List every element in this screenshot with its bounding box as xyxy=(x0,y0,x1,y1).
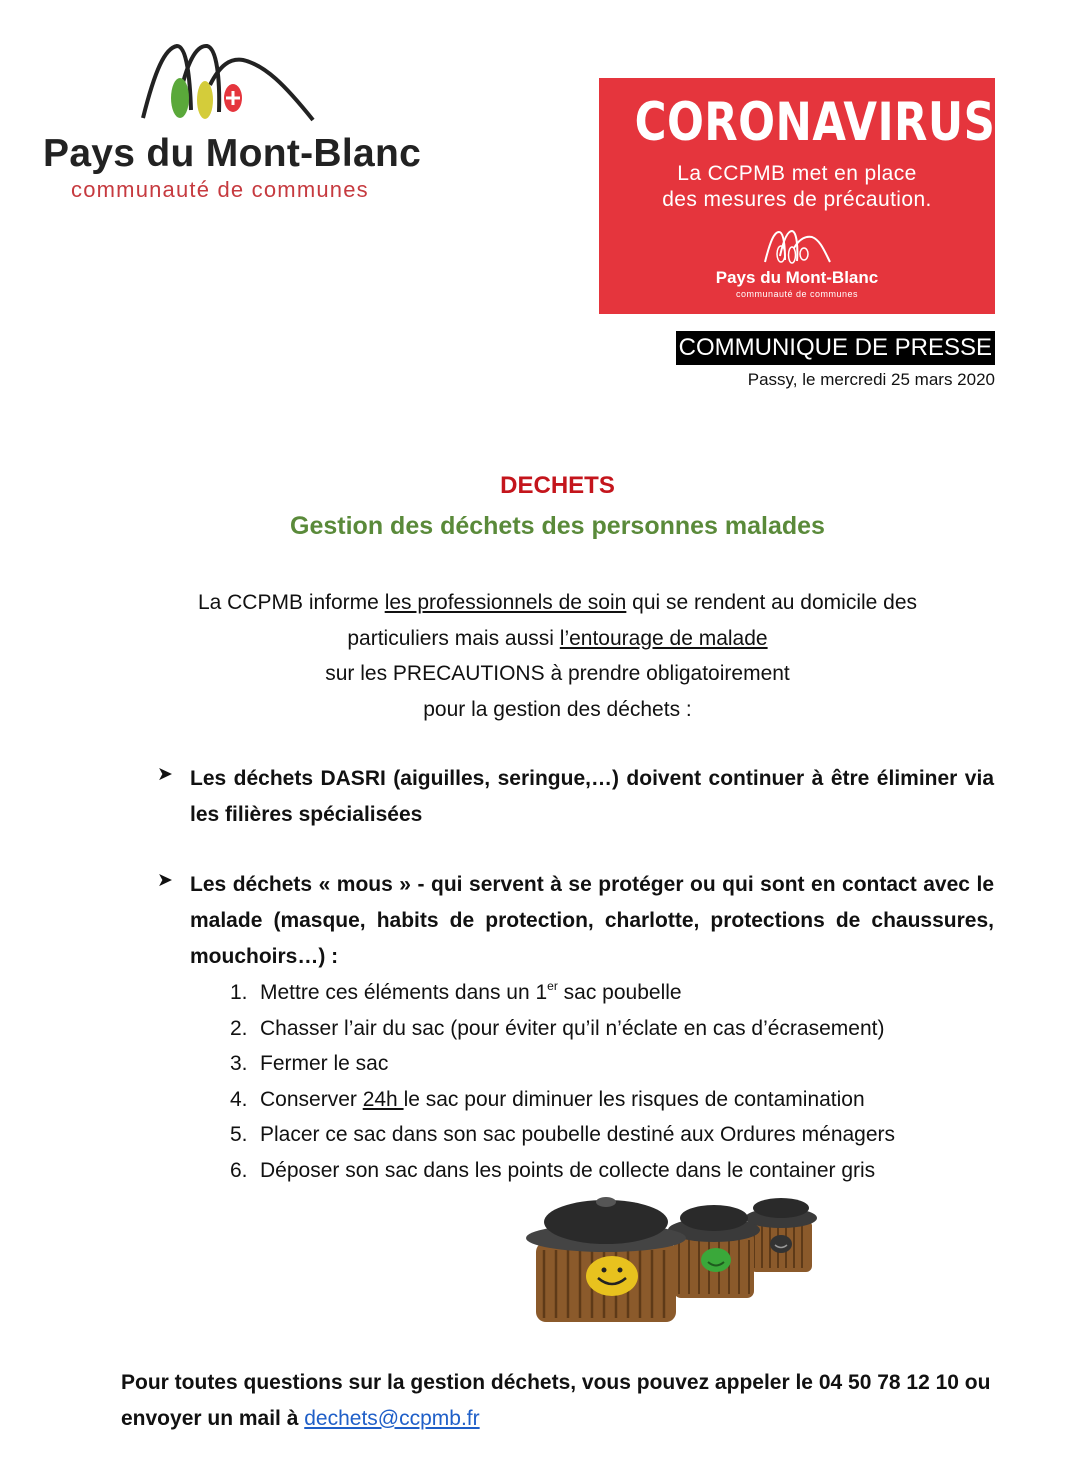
step-text: le sac pour diminuer les risques de contamination xyxy=(403,1087,865,1111)
list-item xyxy=(230,1153,895,1189)
organization-logo xyxy=(40,40,420,210)
list-item xyxy=(230,1117,895,1153)
list-item xyxy=(230,975,895,1011)
release-date: Passy, le mercredi 25 mars 2020 xyxy=(747,370,995,389)
arrow-bullet-icon: ➤ xyxy=(157,764,173,785)
step-number: 5. xyxy=(230,1123,248,1146)
step-text: Mettre ces éléments dans un 1 xyxy=(260,981,548,1004)
banner-mountain-icon xyxy=(762,228,832,266)
step-underline-24h: 24h xyxy=(362,1087,404,1111)
step-text: Chasser l’air du sac (pour éviter qu’il n’éclate en cas d’écrasement) xyxy=(260,1016,885,1040)
logo-subtitle: communauté de communes xyxy=(71,177,369,202)
banner-logo-name: Pays du Mont-Blanc xyxy=(715,268,879,287)
step-text: Déposer son sac dans les points de collecte dans le container gris xyxy=(260,1158,876,1182)
intro-text: La CCPMB informe xyxy=(197,591,385,614)
intro-line-1 xyxy=(0,585,1080,621)
trash-bins-illustration xyxy=(524,1190,824,1325)
banner-title: CORONAVIRUS xyxy=(634,92,996,153)
green-bin-icon xyxy=(668,1205,760,1298)
footer-line-1: Pour toutes questions sur la gestion déchets, vous pouvez appeler le 04 50 78 12 10 ou xyxy=(121,1371,991,1394)
page-title: Gestion des déchets des personnes malades xyxy=(290,512,825,540)
arrow-bullet-icon: ➤ xyxy=(157,870,173,891)
intro-underline-entourage: l’entourage de malade xyxy=(559,626,768,650)
intro-text: qui se rendent au domicile des xyxy=(626,591,918,614)
step-number: 1. xyxy=(230,981,248,1004)
step-text: Conserver xyxy=(260,1087,363,1111)
yellow-bin-icon xyxy=(526,1197,686,1322)
steps-list xyxy=(230,975,895,1188)
step-text: Fermer le sac xyxy=(260,1052,389,1075)
banner-line-2: des mesures de précaution. xyxy=(662,188,932,211)
step-text: sac poubelle xyxy=(557,981,682,1004)
banner-line-1: La CCPMB met en place xyxy=(677,162,917,185)
footer-text: envoyer un mail à xyxy=(121,1406,305,1430)
intro-text: particuliers mais aussi xyxy=(347,626,560,650)
step-number: 6. xyxy=(230,1158,248,1182)
logo-name: Pays du Mont-Blanc xyxy=(43,132,422,175)
step-superscript: er xyxy=(547,979,558,993)
footer-contact xyxy=(121,1365,1066,1436)
bullet-soft-waste: Les déchets « mous » - qui servent à se protéger ou qui sont en contact avec le malade (masque, habits de protection, charlotte, protections de chaussures, mouchoirs…) : xyxy=(190,873,994,968)
intro-paragraph xyxy=(0,585,1080,727)
list-item xyxy=(230,1046,895,1082)
email-link[interactable]: dechets@ccpmb.fr xyxy=(304,1406,480,1430)
intro-line-2 xyxy=(0,621,1080,657)
bullet-dasri: Les déchets DASRI (aiguilles, seringue,…) doivent continuer à être éliminer via les filières spécialisées xyxy=(190,767,994,826)
list-item xyxy=(230,1082,895,1118)
press-release-label: COMMUNIQUE DE PRESSE xyxy=(676,331,995,365)
step-number: 2. xyxy=(230,1016,248,1040)
category-title: DECHETS xyxy=(500,472,615,499)
list-item xyxy=(230,1011,895,1047)
intro-line-3: sur les PRECAUTIONS à prendre obligatoirement xyxy=(325,662,790,685)
banner-logo-subtitle: communauté de communes xyxy=(735,289,859,299)
coronavirus-banner xyxy=(599,78,995,314)
footer-line-2 xyxy=(121,1401,1066,1437)
intro-underline-professionals: les professionnels de soin xyxy=(384,591,627,614)
step-number: 3. xyxy=(230,1052,248,1075)
intro-line-4: pour la gestion des déchets : xyxy=(423,697,692,721)
step-number: 4. xyxy=(230,1087,248,1111)
mountain-logo-icon xyxy=(135,40,365,125)
step-text: Placer ce sac dans son sac poubelle destiné aux Ordures ménagers xyxy=(260,1123,896,1146)
